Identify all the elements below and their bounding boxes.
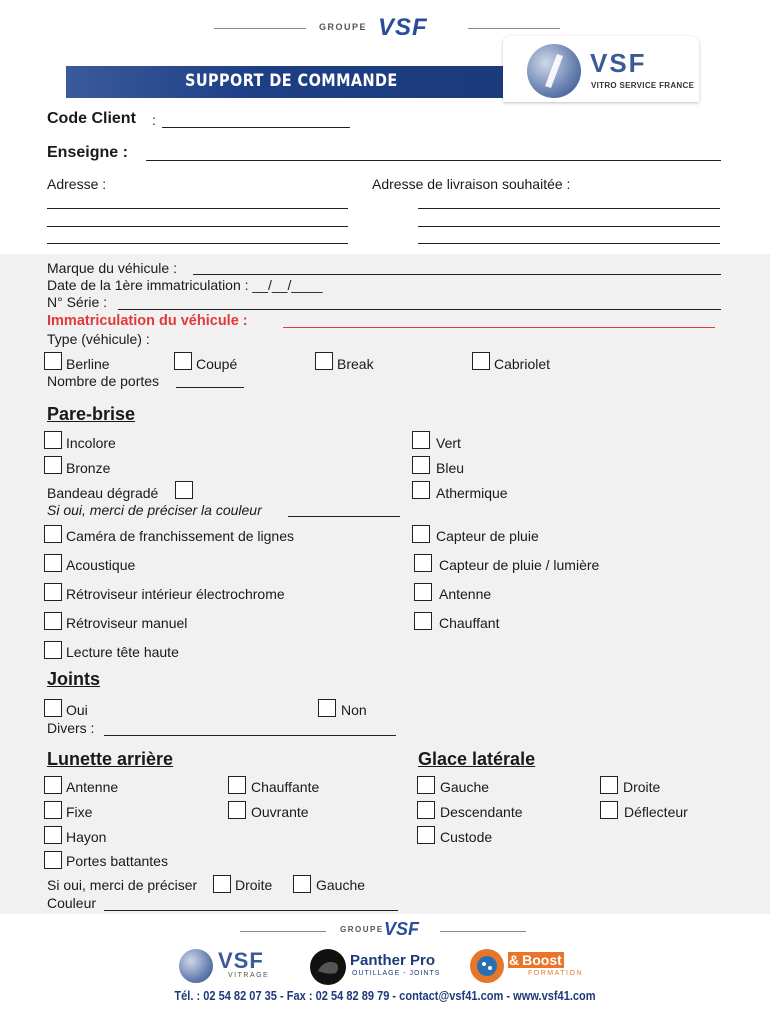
immatriculation-field[interactable] (283, 327, 715, 328)
joints-non-label: Non (341, 702, 367, 718)
code-client-label: Code Client (47, 110, 136, 127)
incolore-checkbox[interactable] (44, 431, 62, 449)
custode-label: Custode (440, 829, 493, 845)
coupe-checkbox[interactable] (174, 352, 192, 370)
couleur-field[interactable] (104, 910, 398, 911)
camera-checkbox[interactable] (44, 525, 62, 543)
date-immat-label: Date de la 1ère immatriculation : __/__/____ (47, 277, 323, 293)
athermique-label: Athermique (436, 485, 508, 501)
incolore-label: Incolore (66, 435, 116, 451)
joints-non-checkbox[interactable] (318, 699, 336, 717)
livraison-line-1[interactable] (418, 208, 720, 209)
adresse-line-1[interactable] (47, 208, 348, 209)
footer-contact: Tél. : 02 54 82 07 35 - Fax : 02 54 82 89 79 - contact@vsf41.com - www.vsf41.com (174, 988, 596, 1003)
marque-label: Marque du véhicule : (47, 260, 177, 276)
panther-subtitle: OUTILLAGE - JOINTS (352, 970, 441, 977)
adresse-label: Adresse : (47, 176, 107, 192)
footer (0, 914, 770, 1024)
ouvrante-label: Ouvrante (251, 804, 309, 820)
lunette-droite-label: Droite (235, 877, 273, 893)
break-checkbox[interactable] (315, 352, 333, 370)
joints-oui-label: Oui (66, 702, 88, 718)
joints-oui-checkbox[interactable] (44, 699, 62, 717)
bandeau-checkbox[interactable] (175, 481, 193, 499)
lunette-arriere-heading: Lunette arrière (47, 749, 174, 769)
footer-rule-right (440, 931, 526, 932)
enseigne-label: Enseigne : (47, 144, 128, 161)
enseigne-field[interactable] (146, 160, 721, 161)
glace-gauche-checkbox[interactable] (417, 776, 435, 794)
glace-gauche-label: Gauche (440, 779, 490, 795)
capteur-pluie-lumiere-checkbox[interactable] (414, 554, 432, 572)
glass-boost-icon (470, 949, 504, 983)
pb-antenne-checkbox[interactable] (414, 583, 432, 601)
custode-checkbox[interactable] (417, 826, 435, 844)
retro-electro-checkbox[interactable] (44, 583, 62, 601)
vsf-globe-icon (527, 44, 581, 98)
panther-logo: Panther Pro (350, 952, 436, 969)
glace-laterale-heading: Glace latérale (418, 749, 536, 769)
lunette-gauche-checkbox[interactable] (293, 875, 311, 893)
lunette-antenne-label: Antenne (66, 779, 119, 795)
vsf-logo-subtitle: VITRO SERVICE FRANCE (591, 81, 695, 90)
lecture-tete-haute-checkbox[interactable] (44, 641, 62, 659)
nombre-portes-field[interactable] (176, 387, 244, 388)
chauffant-label: Chauffant (439, 615, 500, 631)
camera-label: Caméra de franchissement de lignes (66, 528, 295, 544)
cabriolet-label: Cabriolet (494, 356, 551, 372)
header-rule-left (214, 28, 306, 29)
header-rule-right (468, 28, 560, 29)
retro-manuel-label: Rétroviseur manuel (66, 615, 188, 631)
bandeau-couleur-field[interactable] (288, 516, 400, 517)
vert-label: Vert (436, 435, 461, 451)
footer-vsf-subtitle: VITRAGE (228, 972, 270, 979)
adresse-line-3[interactable] (47, 243, 348, 244)
lunette-si-oui-label: Si oui, merci de préciser (47, 877, 198, 893)
portes-battantes-checkbox[interactable] (44, 851, 62, 869)
header-groupe: GROUPE (319, 22, 368, 32)
break-label: Break (337, 356, 374, 372)
pb-antenne-label: Antenne (439, 586, 492, 602)
livraison-line-2[interactable] (418, 226, 720, 227)
ouvrante-checkbox[interactable] (228, 801, 246, 819)
hayon-checkbox[interactable] (44, 826, 62, 844)
adresse-line-2[interactable] (47, 226, 348, 227)
serie-label: N° Série : (47, 294, 108, 310)
divers-field[interactable] (104, 735, 396, 736)
capteur-pluie-label: Capteur de pluie (436, 528, 539, 544)
lunette-gauche-label: Gauche (316, 877, 366, 893)
berline-checkbox[interactable] (44, 352, 62, 370)
capteur-pluie-lumiere-label: Capteur de pluie / lumière (439, 557, 600, 573)
type-vehicule-label: Type (véhicule) : (47, 331, 150, 347)
capteur-pluie-checkbox[interactable] (412, 525, 430, 543)
footer-vsf-logo: VSF (218, 948, 264, 973)
page-title: SUPPORT DE COMMANDE (185, 71, 398, 91)
divers-label: Divers : (47, 720, 95, 736)
footer-vsf: VSF (384, 919, 420, 939)
bronze-checkbox[interactable] (44, 456, 62, 474)
couleur-label: Couleur (47, 895, 97, 911)
vert-checkbox[interactable] (412, 431, 430, 449)
immatriculation-label: Immatriculation du véhicule : (47, 313, 248, 329)
descendante-checkbox[interactable] (417, 801, 435, 819)
footer-vsf-globe-icon (179, 949, 213, 983)
vsf-logo-text: VSF (590, 48, 647, 78)
lecture-tete-haute-label: Lecture tête haute (66, 644, 179, 660)
coupe-label: Coupé (196, 356, 238, 372)
footer-groupe: GROUPE (340, 925, 384, 934)
chauffante-label: Chauffante (251, 779, 320, 795)
glace-droite-checkbox[interactable] (600, 776, 618, 794)
livraison-line-3[interactable] (418, 243, 720, 244)
retro-electro-label: Rétroviseur intérieur électrochrome (66, 586, 285, 602)
bronze-label: Bronze (66, 460, 111, 476)
serie-field[interactable] (118, 309, 721, 310)
code-client-colon: : (152, 112, 156, 128)
footer-rule-left (240, 931, 326, 932)
code-client-field[interactable] (162, 127, 350, 128)
descendante-label: Descendante (440, 804, 523, 820)
retro-manuel-checkbox[interactable] (44, 612, 62, 630)
deflecteur-checkbox[interactable] (600, 801, 618, 819)
adresse-livraison-label: Adresse de livraison souhaitée : (372, 176, 571, 192)
deflecteur-label: Déflecteur (624, 804, 688, 820)
lunette-droite-checkbox[interactable] (213, 875, 231, 893)
cabriolet-checkbox[interactable] (472, 352, 490, 370)
bleu-checkbox[interactable] (412, 456, 430, 474)
boost-word: Boost (522, 952, 562, 968)
acoustique-label: Acoustique (66, 557, 136, 573)
chauffant-checkbox[interactable] (414, 612, 432, 630)
fixe-checkbox[interactable] (44, 801, 62, 819)
bleu-label: Bleu (436, 460, 465, 476)
bandeau-label: Bandeau dégradé (47, 485, 159, 501)
header-vsf: VSF (378, 14, 428, 41)
berline-label: Berline (66, 356, 110, 372)
pare-brise-heading: Pare-brise (47, 404, 136, 424)
joints-heading: Joints (47, 669, 101, 689)
glass-boost-subtitle: FORMATION (528, 970, 583, 977)
hayon-label: Hayon (66, 829, 107, 845)
portes-battantes-label: Portes battantes (66, 853, 168, 869)
bandeau-couleur-label: Si oui, merci de préciser la couleur (47, 502, 262, 518)
lunette-antenne-checkbox[interactable] (44, 776, 62, 794)
fixe-label: Fixe (66, 804, 93, 820)
glass-boost-logo: & Boost (509, 952, 562, 968)
glace-droite-label: Droite (623, 779, 661, 795)
nombre-portes-label: Nombre de portes (47, 373, 160, 389)
athermique-checkbox[interactable] (412, 481, 430, 499)
acoustique-checkbox[interactable] (44, 554, 62, 572)
panther-icon (310, 949, 346, 985)
marque-field[interactable] (193, 274, 721, 275)
chauffante-checkbox[interactable] (228, 776, 246, 794)
